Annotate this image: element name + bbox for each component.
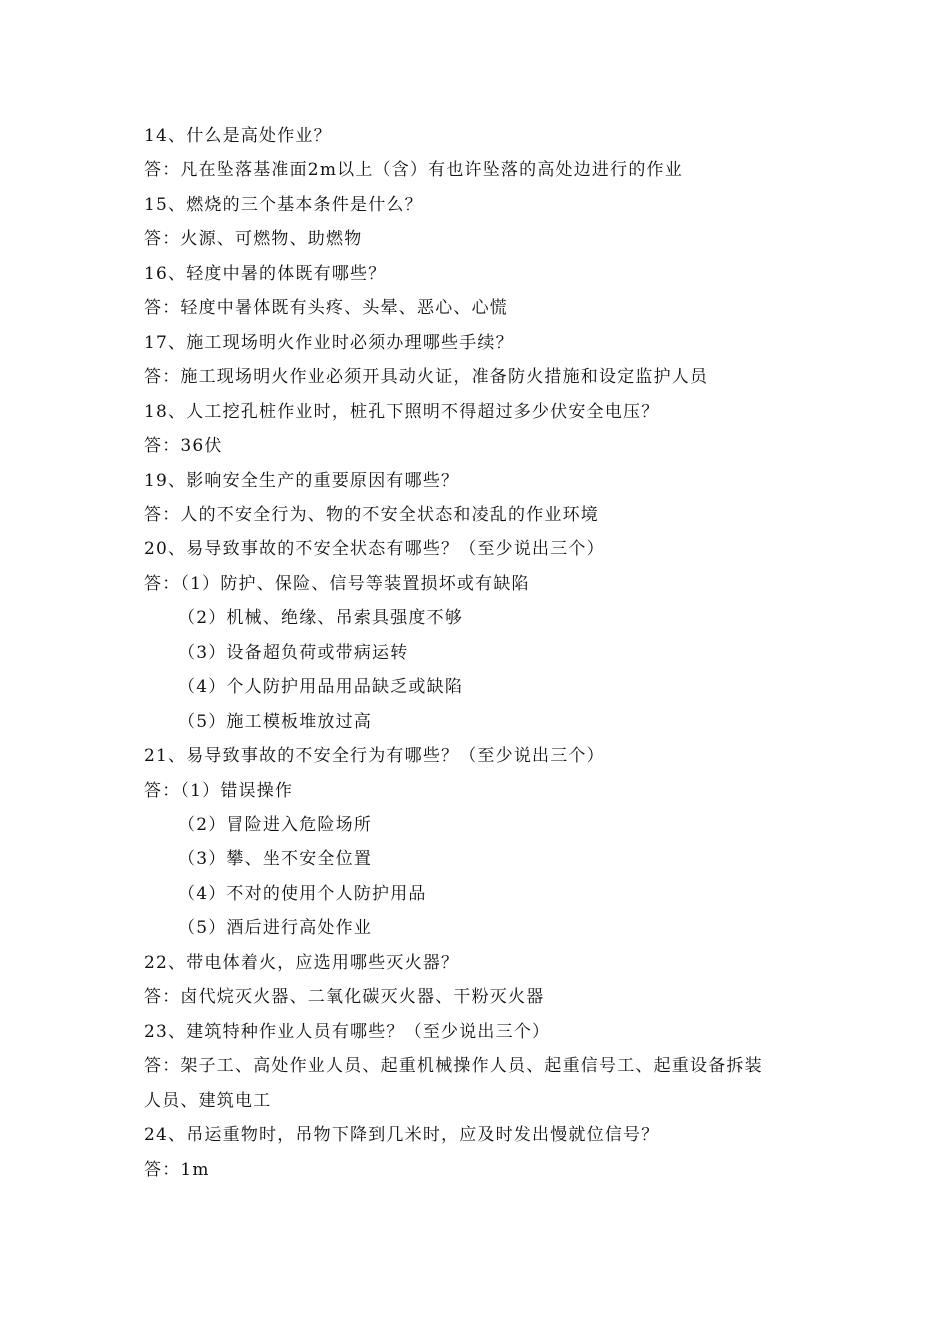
text-line: 17、施工现场明火作业时必须办理哪些手续？ <box>144 333 514 353</box>
text-line: （2）机械、绝缘、吊索具强度不够 <box>178 608 464 628</box>
text-line: 答：卤代烷灭火器、二氧化碳灭火器、干粉灭火器 <box>144 987 545 1007</box>
text-line: 答：人的不安全行为、物的不安全状态和凌乱的作业环境 <box>144 505 599 525</box>
text-line: 答：（1）错误操作 <box>144 781 294 801</box>
text-line: 15、燃烧的三个基本条件是什么？ <box>144 195 423 215</box>
text-line: 人员、建筑电工 <box>144 1091 272 1111</box>
text-line: 24、吊运重物时，吊物下降到几米时，应及时发出慢就位信号？ <box>144 1125 660 1145</box>
text-line: 23、建筑特种作业人员有哪些？（至少说出三个） <box>144 1022 551 1042</box>
text-line: 答：凡在坠落基准面2m以上（含）有也许坠落的高处边进行的作业 <box>144 160 683 180</box>
text-line: 答：架子工、高处作业人员、起重机械操作人员、起重信号工、起重设备拆装 <box>144 1056 763 1076</box>
text-line: 21、易导致事故的不安全行为有哪些？（至少说出三个） <box>144 746 605 766</box>
text-line: 答：1m <box>144 1160 210 1180</box>
text-line: 答：火源、可燃物、助燃物 <box>144 229 363 249</box>
text-line: （2）冒险进入危险场所 <box>178 815 373 835</box>
text-line: 14、什么是高处作业？ <box>144 126 332 146</box>
text-line: 20、易导致事故的不安全状态有哪些？（至少说出三个） <box>144 539 605 559</box>
text-line: 答：（1）防护、保险、信号等装置损坏或有缺陷 <box>144 574 530 594</box>
text-line: 18、人工挖孔桩作业时，桩孔下照明不得超过多少伏安全电压？ <box>144 402 660 422</box>
text-line: （5）酒后进行高处作业 <box>178 918 373 938</box>
text-line: 答：36伏 <box>144 436 223 456</box>
text-line: 19、影响安全生产的重要原因有哪些？ <box>144 471 460 491</box>
text-line: 答：施工现场明火作业必须开具动火证，准备防火措施和设定监护人员 <box>144 367 709 387</box>
text-line: （3）攀、坐不安全位置 <box>178 849 373 869</box>
text-line: 16、轻度中暑的体既有哪些？ <box>144 264 387 284</box>
text-line: 答：轻度中暑体既有头疼、头晕、恶心、心慌 <box>144 298 508 318</box>
text-line: （3）设备超负荷或带病运转 <box>178 643 409 663</box>
text-line: （4）不对的使用个人防护用品 <box>178 884 427 904</box>
text-line: 22、带电体着火，应选用哪些灭火器？ <box>144 953 460 973</box>
text-line: （5）施工模板堆放过高 <box>178 712 373 732</box>
text-line: （4）个人防护用品用品缺乏或缺陷 <box>178 677 464 697</box>
